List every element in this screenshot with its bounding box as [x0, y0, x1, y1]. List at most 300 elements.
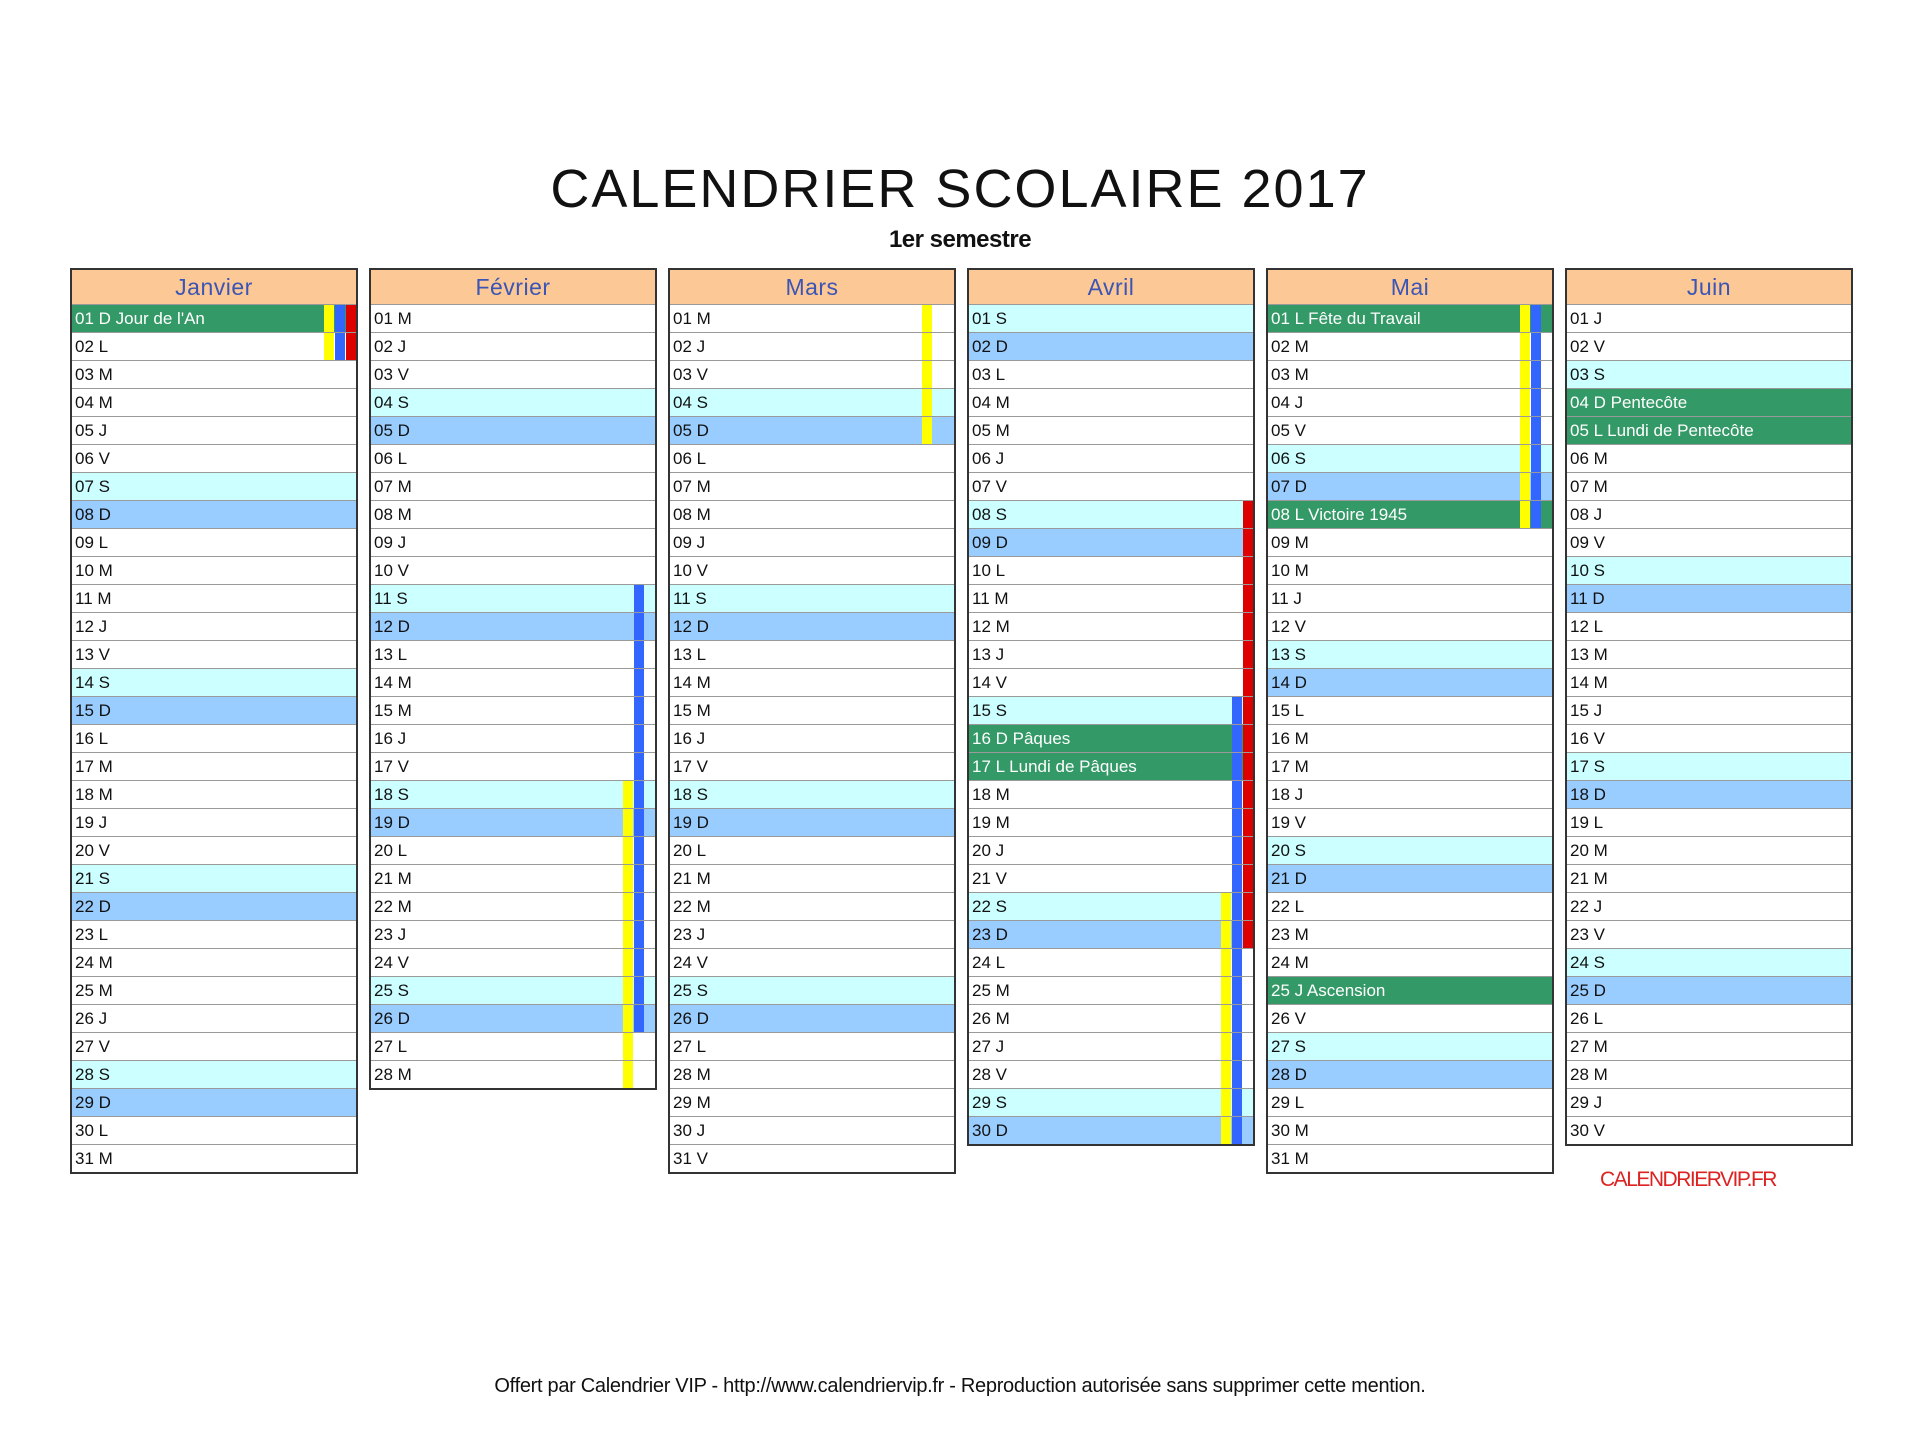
day-row: [969, 837, 1253, 865]
day-label: 02 M: [1271, 337, 1309, 356]
zone-b-holiday-marker: [1232, 1117, 1242, 1144]
day-row: [1268, 585, 1552, 613]
zone-b-holiday-marker: [1531, 473, 1541, 500]
zone-b-holiday-marker: [1232, 697, 1242, 724]
day-label: 11 J: [1271, 589, 1302, 608]
day-label: 14 M: [673, 673, 711, 692]
day-label: 21 M: [1570, 869, 1608, 888]
day-label: 25 J Ascension: [1271, 981, 1386, 1000]
zone-c-holiday-marker: [1243, 837, 1253, 864]
day-label: 24 V: [673, 953, 708, 972]
day-label: 12 D: [374, 617, 410, 636]
day-label: 10 L: [972, 561, 1006, 580]
zone-b-holiday-marker: [1232, 1089, 1242, 1116]
day-row: [969, 921, 1253, 949]
day-row: [1268, 445, 1552, 473]
day-label: 18 J: [1271, 785, 1304, 804]
day-row: [1567, 417, 1851, 445]
zone-b-holiday-marker: [634, 865, 644, 892]
day-row: [670, 837, 954, 865]
zone-b-holiday-marker: [1531, 305, 1541, 332]
day-row: [1268, 333, 1552, 361]
day-label: 01 D Jour de l'An: [75, 309, 205, 328]
day-label: 22 M: [673, 897, 711, 916]
day-row: [1268, 305, 1552, 333]
day-row: [72, 725, 356, 753]
zone-a-holiday-marker: [1221, 1089, 1231, 1116]
day-label: 20 M: [1570, 841, 1608, 860]
day-row: [1567, 753, 1851, 781]
day-row: [969, 697, 1253, 725]
day-row: [670, 697, 954, 725]
day-row: [670, 949, 954, 977]
day-row: [72, 529, 356, 557]
day-row: [670, 1117, 954, 1145]
day-row: [1567, 837, 1851, 865]
day-label: 16 L: [75, 729, 109, 748]
day-row: [670, 781, 954, 809]
day-row: [969, 753, 1253, 781]
day-label: 29 M: [673, 1093, 711, 1112]
day-row: [1567, 501, 1851, 529]
zone-a-holiday-marker: [1520, 473, 1530, 500]
day-row: [72, 641, 356, 669]
day-row: [72, 753, 356, 781]
month-header: Juin: [1567, 270, 1851, 305]
day-row: [72, 613, 356, 641]
day-label: 17 M: [1271, 757, 1309, 776]
day-label: 10 M: [75, 561, 113, 580]
day-label: 19 M: [972, 813, 1010, 832]
day-label: 16 J: [673, 729, 706, 748]
day-label: 05 L Lundi de Pentecôte: [1570, 421, 1754, 440]
zone-c-holiday-marker: [1243, 529, 1253, 556]
day-row: [969, 417, 1253, 445]
zone-a-holiday-marker: [922, 361, 932, 388]
day-label: 22 S: [972, 897, 1007, 916]
day-row: [969, 1061, 1253, 1089]
zone-a-holiday-marker: [1221, 1061, 1231, 1088]
day-label: 20 L: [374, 841, 408, 860]
day-label: 05 V: [1271, 421, 1306, 440]
day-row: [371, 893, 655, 921]
day-label: 20 J: [972, 841, 1005, 860]
zone-b-holiday-marker: [634, 809, 644, 836]
zone-c-holiday-marker: [1243, 501, 1253, 528]
day-label: 30 V: [1570, 1121, 1605, 1140]
day-row: [670, 865, 954, 893]
day-row: [670, 389, 954, 417]
day-label: 16 J: [374, 729, 407, 748]
day-label: 21 V: [972, 869, 1007, 888]
day-row: [371, 1033, 655, 1061]
day-label: 16 D Pâques: [972, 729, 1071, 748]
day-label: 06 L: [374, 449, 408, 468]
zone-b-holiday-marker: [634, 753, 644, 780]
zone-b-holiday-marker: [634, 781, 644, 808]
day-label: 10 S: [1570, 561, 1605, 580]
day-row: [670, 809, 954, 837]
day-label: 26 J: [75, 1009, 108, 1028]
day-row: [72, 1061, 356, 1089]
day-label: 07 M: [374, 477, 412, 496]
day-row: [969, 361, 1253, 389]
day-label: 21 D: [1271, 869, 1307, 888]
day-label: 13 J: [972, 645, 1005, 664]
day-label: 23 L: [75, 925, 109, 944]
page-title: CALENDRIER SCOLAIRE 2017: [550, 159, 1370, 219]
day-row: [371, 445, 655, 473]
day-row: [371, 557, 655, 585]
day-row: [969, 333, 1253, 361]
day-label: 12 L: [1570, 617, 1604, 636]
day-row: [72, 809, 356, 837]
day-row: [1567, 333, 1851, 361]
day-row: [371, 949, 655, 977]
day-row: [670, 445, 954, 473]
day-label: 20 L: [673, 841, 707, 860]
day-label: 01 S: [972, 309, 1007, 328]
day-label: 12 V: [1271, 617, 1306, 636]
day-row: [72, 669, 356, 697]
day-row: [72, 865, 356, 893]
day-row: [670, 753, 954, 781]
day-label: 29 J: [1570, 1093, 1603, 1112]
day-label: 28 V: [972, 1065, 1007, 1084]
day-row: [969, 529, 1253, 557]
zone-a-holiday-marker: [623, 1005, 633, 1032]
day-label: 25 M: [972, 981, 1010, 1000]
day-row: [1268, 809, 1552, 837]
page-subtitle: 1er semestre: [888, 226, 1032, 253]
zone-b-holiday-marker: [634, 893, 644, 920]
day-label: 28 M: [673, 1065, 711, 1084]
day-row: [1268, 417, 1552, 445]
day-label: 06 V: [75, 449, 110, 468]
day-label: 01 L Fête du Travail: [1271, 309, 1421, 328]
day-row: [1567, 697, 1851, 725]
zone-b-holiday-marker: [634, 921, 644, 948]
day-label: 13 L: [673, 645, 707, 664]
day-label: 15 J: [1570, 701, 1603, 720]
day-label: 02 L: [75, 337, 109, 356]
day-row: [969, 949, 1253, 977]
day-row: [1268, 1005, 1552, 1033]
day-row: [1567, 613, 1851, 641]
zone-b-holiday-marker: [634, 725, 644, 752]
day-row: [371, 501, 655, 529]
day-row: [969, 781, 1253, 809]
day-row: [72, 417, 356, 445]
day-label: 25 D: [1570, 981, 1606, 1000]
day-label: 16 V: [1570, 729, 1605, 748]
zone-c-holiday-marker: [1243, 697, 1253, 724]
zone-a-holiday-marker: [623, 921, 633, 948]
day-label: 24 V: [374, 953, 409, 972]
day-label: 26 D: [673, 1009, 709, 1028]
day-row: [969, 1033, 1253, 1061]
day-label: 10 V: [673, 561, 708, 580]
zone-b-holiday-marker: [1232, 781, 1242, 808]
day-label: 03 L: [972, 365, 1006, 384]
day-row: [670, 305, 954, 333]
zone-a-holiday-marker: [922, 417, 932, 444]
zone-b-holiday-marker: [1232, 1033, 1242, 1060]
day-label: 20 S: [1271, 841, 1306, 860]
day-row: [1567, 865, 1851, 893]
day-row: [1268, 1089, 1552, 1117]
zone-c-holiday-marker: [1243, 921, 1253, 948]
day-row: [1567, 361, 1851, 389]
day-label: 18 S: [374, 785, 409, 804]
day-row: [969, 865, 1253, 893]
day-row: [371, 305, 655, 333]
zone-b-holiday-marker: [1232, 837, 1242, 864]
day-row: [1268, 837, 1552, 865]
day-label: 12 D: [673, 617, 709, 636]
day-row: [72, 473, 356, 501]
day-row: [1567, 921, 1851, 949]
day-row: [72, 977, 356, 1005]
day-row: [670, 1033, 954, 1061]
day-row: [1567, 557, 1851, 585]
day-row: [1567, 305, 1851, 333]
zone-a-holiday-marker: [922, 389, 932, 416]
zone-a-holiday-marker: [324, 305, 334, 332]
day-row: [371, 333, 655, 361]
day-label: 08 J: [1570, 505, 1603, 524]
zone-a-holiday-marker: [1221, 921, 1231, 948]
day-label: 17 V: [374, 757, 409, 776]
day-row: [371, 641, 655, 669]
day-label: 19 V: [1271, 813, 1306, 832]
day-label: 30 J: [673, 1121, 706, 1140]
day-row: [72, 501, 356, 529]
day-label: 03 S: [1570, 365, 1605, 384]
day-row: [72, 305, 356, 333]
day-row: [72, 781, 356, 809]
day-row: [371, 389, 655, 417]
day-label: 13 L: [374, 645, 408, 664]
day-row: [371, 753, 655, 781]
day-row: [1567, 781, 1851, 809]
day-row: [371, 613, 655, 641]
day-label: 11 S: [374, 589, 408, 608]
day-row: [72, 893, 356, 921]
zone-a-holiday-marker: [623, 1033, 633, 1060]
zone-c-holiday-marker: [1243, 893, 1253, 920]
day-label: 14 V: [972, 673, 1007, 692]
day-label: 09 J: [673, 533, 706, 552]
day-label: 17 V: [673, 757, 708, 776]
day-label: 01 M: [673, 309, 711, 328]
month-header: Mai: [1268, 270, 1552, 305]
day-label: 21 M: [374, 869, 412, 888]
zone-c-holiday-marker: [1243, 613, 1253, 640]
day-label: 28 M: [1570, 1065, 1608, 1084]
day-row: [670, 585, 954, 613]
day-row: [371, 697, 655, 725]
day-label: 22 L: [1271, 897, 1305, 916]
zone-a-holiday-marker: [1520, 445, 1530, 472]
day-label: 06 S: [1271, 449, 1306, 468]
day-label: 21 M: [673, 869, 711, 888]
day-row: [969, 613, 1253, 641]
day-row: [969, 809, 1253, 837]
zone-a-holiday-marker: [922, 333, 932, 360]
day-label: 27 L: [673, 1037, 707, 1056]
month-header: Mars: [670, 270, 954, 305]
day-row: [371, 1061, 655, 1088]
month-janvier: [70, 268, 358, 1174]
day-row: [670, 725, 954, 753]
day-row: [670, 473, 954, 501]
zone-c-holiday-marker: [1243, 781, 1253, 808]
day-label: 05 J: [75, 421, 108, 440]
day-label: 28 S: [75, 1065, 110, 1084]
day-label: 06 J: [972, 449, 1005, 468]
day-row: [1567, 1005, 1851, 1033]
day-row: [1268, 557, 1552, 585]
day-label: 26 L: [1570, 1009, 1604, 1028]
day-row: [1268, 753, 1552, 781]
day-row: [1268, 781, 1552, 809]
zone-b-holiday-marker: [1232, 1061, 1242, 1088]
day-label: 15 M: [374, 701, 412, 720]
day-label: 30 D: [972, 1121, 1008, 1140]
day-row: [670, 361, 954, 389]
zone-a-holiday-marker: [922, 305, 932, 332]
day-row: [1268, 865, 1552, 893]
zone-a-holiday-marker: [1520, 389, 1530, 416]
zone-c-holiday-marker: [1243, 641, 1253, 668]
day-label: 14 S: [75, 673, 110, 692]
day-row: [371, 473, 655, 501]
day-row: [670, 1089, 954, 1117]
day-row: [1567, 529, 1851, 557]
day-row: [1268, 529, 1552, 557]
day-label: 08 D: [75, 505, 111, 524]
day-label: 18 D: [1570, 785, 1606, 804]
zone-b-holiday-marker: [1531, 389, 1541, 416]
day-label: 30 M: [1271, 1121, 1309, 1140]
day-row: [969, 1005, 1253, 1033]
zone-c-holiday-marker: [1243, 669, 1253, 696]
day-label: 05 D: [673, 421, 709, 440]
day-row: [371, 977, 655, 1005]
day-label: 27 L: [374, 1037, 408, 1056]
day-label: 27 J: [972, 1037, 1005, 1056]
day-label: 10 V: [374, 561, 409, 580]
day-row: [969, 389, 1253, 417]
zone-b-holiday-marker: [634, 949, 644, 976]
zone-a-holiday-marker: [623, 809, 633, 836]
day-row: [969, 977, 1253, 1005]
day-row: [1268, 893, 1552, 921]
zone-b-holiday-marker: [634, 1005, 644, 1032]
day-label: 18 S: [673, 785, 708, 804]
zone-a-holiday-marker: [1221, 949, 1231, 976]
day-label: 12 M: [972, 617, 1010, 636]
zone-c-holiday-marker: [346, 305, 356, 332]
day-label: 08 M: [374, 505, 412, 524]
day-row: [670, 613, 954, 641]
zone-b-holiday-marker: [1531, 333, 1541, 360]
day-row: [72, 949, 356, 977]
day-label: 19 L: [1570, 813, 1604, 832]
day-label: 05 D: [374, 421, 410, 440]
day-row: [72, 389, 356, 417]
day-label: 22 J: [1570, 897, 1603, 916]
day-row: [969, 1117, 1253, 1144]
day-label: 13 V: [75, 645, 110, 664]
day-label: 26 V: [1271, 1009, 1306, 1028]
day-label: 15 D: [75, 701, 111, 720]
day-label: 02 J: [673, 337, 706, 356]
zone-b-holiday-marker: [1232, 753, 1242, 780]
day-label: 06 M: [1570, 449, 1608, 468]
day-label: 13 S: [1271, 645, 1306, 664]
day-label: 23 M: [1271, 925, 1309, 944]
day-label: 28 M: [374, 1065, 412, 1084]
day-row: [1268, 1033, 1552, 1061]
day-label: 10 M: [1271, 561, 1309, 580]
day-label: 17 M: [75, 757, 113, 776]
day-label: 14 M: [1570, 673, 1608, 692]
day-label: 07 M: [673, 477, 711, 496]
day-label: 11 M: [972, 589, 1009, 608]
day-row: [1567, 669, 1851, 697]
zone-a-holiday-marker: [623, 893, 633, 920]
day-label: 08 M: [673, 505, 711, 524]
month-mai: [1266, 268, 1554, 1174]
zone-a-holiday-marker: [1221, 977, 1231, 1004]
zone-a-holiday-marker: [1221, 1005, 1231, 1032]
day-row: [1268, 697, 1552, 725]
day-label: 03 V: [374, 365, 409, 384]
month-header: Janvier: [72, 270, 356, 305]
day-row: [969, 557, 1253, 585]
day-row: [670, 1061, 954, 1089]
day-row: [72, 837, 356, 865]
day-row: [72, 1033, 356, 1061]
day-row: [1268, 977, 1552, 1005]
watermark-logo: CALENDRIERVIP.FR: [1600, 1168, 1776, 1191]
zone-b-holiday-marker: [1232, 949, 1242, 976]
day-row: [1268, 949, 1552, 977]
zone-c-holiday-marker: [346, 333, 356, 360]
day-row: [72, 921, 356, 949]
zone-a-holiday-marker: [623, 977, 633, 1004]
month-avril: [967, 268, 1255, 1146]
day-label: 27 V: [75, 1037, 110, 1056]
day-row: [670, 1145, 954, 1172]
zone-b-holiday-marker: [1232, 865, 1242, 892]
month-header: Avril: [969, 270, 1253, 305]
day-label: 07 V: [972, 477, 1007, 496]
day-label: 22 D: [75, 897, 111, 916]
day-row: [670, 1005, 954, 1033]
day-row: [1567, 893, 1851, 921]
day-row: [1268, 669, 1552, 697]
day-label: 25 S: [374, 981, 409, 1000]
zone-b-holiday-marker: [634, 613, 644, 640]
day-row: [969, 445, 1253, 473]
day-row: [72, 445, 356, 473]
zone-b-holiday-marker: [1531, 501, 1541, 528]
day-row: [72, 557, 356, 585]
day-label: 04 M: [972, 393, 1010, 412]
